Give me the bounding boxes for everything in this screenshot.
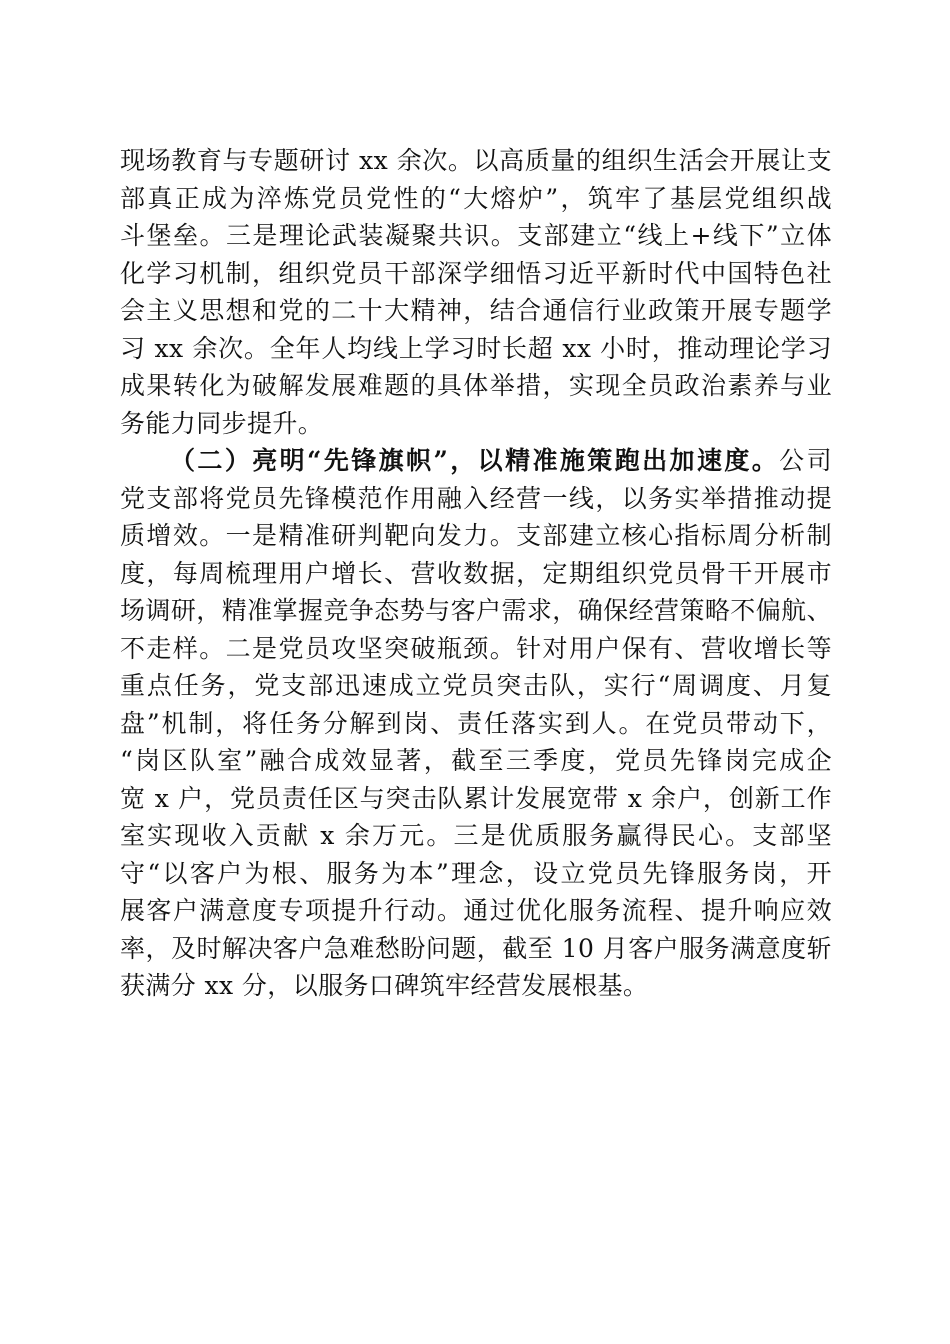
text-segment: 公司 [779, 446, 832, 475]
text-line: 化学习机制，组织党员干部深学细悟习近平新时代中国特色社 [120, 258, 832, 288]
paragraph-2 [120, 442, 832, 1005]
text-line: 盘”机制，将任务分解到岗、责任落实到人。在党员带动下， [120, 708, 832, 738]
text-line: 部真正成为淬炼党员党性的“大熔炉”，筑牢了基层党组织战 [120, 183, 832, 213]
text-line: 守“以客户为根、服务为本”理念，设立党员先锋服务岗，开 [120, 858, 832, 888]
text-line: 度，每周梳理用户增长、营收数据，定期组织党员骨干开展市 [120, 558, 832, 588]
text-line: 现场教育与专题研讨 xx 余次。以高质量的组织生活会开展让支 [120, 146, 832, 175]
section-heading: （二）亮明“先锋旗帜”，以精准施策跑出加速度。 [170, 446, 780, 475]
text-line: “岗区队室”融合成效显著，截至三季度，党员先锋岗完成企 [120, 746, 832, 775]
text-line: 室实现收入贡献 x 余万元。三是优质服务赢得民心。支部坚 [120, 821, 832, 850]
text-line: 习 xx 余次。全年人均线上学习时长超 xx 小时，推动理论学习 [120, 333, 832, 363]
text-line: 党支部将党员先锋模范作用融入经营一线，以务实举措推动提 [120, 483, 832, 513]
paragraph-1 [120, 142, 832, 442]
text-line: 会主义思想和党的二十大精神，结合通信行业政策开展专题学 [120, 296, 832, 325]
document-body [120, 142, 832, 1005]
text-line: 场调研，精准掌握竞争态势与客户需求，确保经营策略不偏航、 [120, 596, 832, 625]
text-line: 展客户满意度专项提升行动。通过优化服务流程、提升响应效 [120, 896, 832, 925]
paragraph-2-first-line [120, 442, 832, 480]
text-line: 宽 x 户，党员责任区与突击队累计发展宽带 x 余户，创新工作 [120, 783, 832, 813]
text-line: 重点任务，党支部迅速成立党员突击队，实行“周调度、月复 [120, 671, 832, 700]
text-line: 不走样。二是党员攻坚突破瓶颈。针对用户保有、营收增长等 [120, 633, 832, 663]
text-line: 获满分 xx 分，以服务口碑筑牢经营发展根基。 [120, 971, 649, 1000]
text-line: 成果转化为破解发展难题的具体举措，实现全员政治素养与业 [120, 371, 832, 400]
text-line: 质增效。一是精准研判靶向发力。支部建立核心指标周分析制 [120, 521, 832, 550]
text-line: 率，及时解决客户急难愁盼问题，截至 10 月客户服务满意度斩 [120, 933, 832, 963]
text-line: 务能力同步提升。 [120, 408, 324, 438]
text-line: 斗堡垒。三是理论武装凝聚共识。支部建立“线上+线下”立体 [120, 221, 832, 250]
